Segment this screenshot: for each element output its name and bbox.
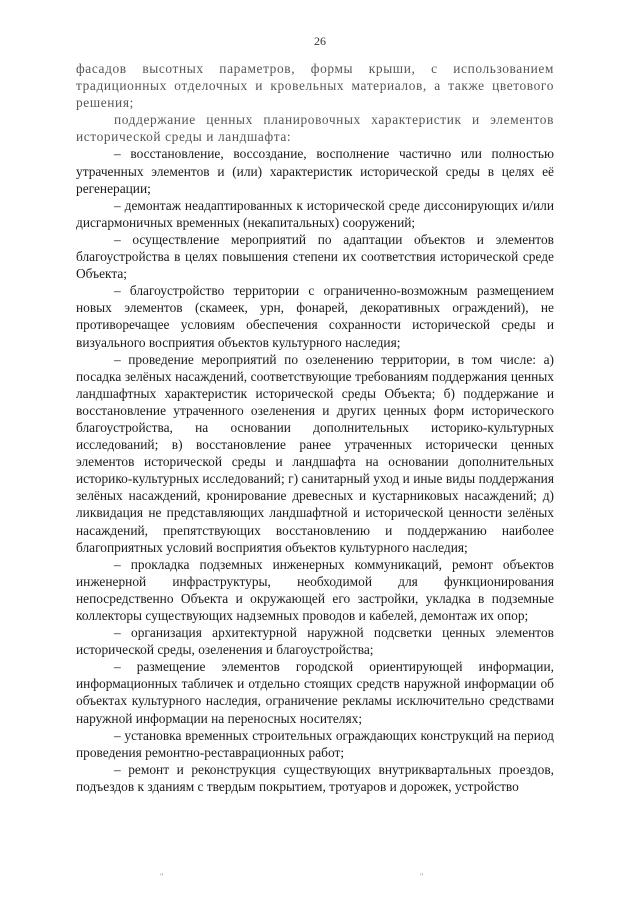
paragraph: – ремонт и реконструкция существующих внутриквартальных проездов, подъездов к зданиям с твердым покрытием, тротуаров и дорожек, устройство xyxy=(76,761,554,794)
paragraph: – проведение мероприятий по озеленению территории, в том числе: а) посадка зелёных насаждений, соответствующие требованиям поддержания ценных ландшафтных характеристик исторической среды Объекта; б) поддержание и восстановление утраченного озеленения и других ценных форм исторического благоустройства, на основании дополнительных историко-культурных исследований; в) восстановление ранее утраченных исторически ценных элементов исторической среды и ландшафта на основании дополнительных историко-культурных исследований; г) санитарный уход и иные виды поддержания зелёных насаждений, кронирование древесных и кустарниковых насаждений; д) ликвидация не представляющих ландшафтной и исторической ценности зелёных насаждений, препятствующих восстановлению и поддержанию наиболее благоприятных условий восприятия объектов культурного наследия; xyxy=(76,351,554,555)
page-number: 26 xyxy=(314,34,326,48)
scan-mark: " xyxy=(160,872,164,881)
paragraph: – организация архитектурной наружной подсветки ценных элементов исторической среды, озеленения и благоустройства; xyxy=(76,625,554,658)
document-body xyxy=(76,60,554,795)
scan-mark: " xyxy=(420,872,424,881)
paragraph: – размещение элементов городской ориентирующей информации, информационных табличек и отдельно стоящих средств наружной информации об объектах культурного наследия, ограничение рекламы исключительно средствами наружной информации на переносных носителях; xyxy=(76,659,554,726)
paragraph: – демонтаж неадаптированных к исторической среде диссонирующих и/или дисгармоничных временных (некапитальных) сооружений; xyxy=(76,197,554,230)
paragraph: – установка временных строительных ограждающих конструкций на период проведения ремонтно-реставрационных работ; xyxy=(76,727,554,760)
paragraph: – прокладка подземных инженерных коммуникаций, ремонт объектов инженерной инфраструктуры, необходимой для функционирования непосредственно Объекта и окружающей его застройки, укладка в подземные коллекторы существующих надземных проводов и кабелей, демонтаж их опор; xyxy=(76,556,554,623)
paragraph: поддержание ценных планировочных характеристик и элементов исторической среды и ландшафта: xyxy=(76,112,554,145)
paragraph: – благоустройство территории с ограниченно-возможным размещением новых элементов (скамеек, урн, фонарей, декоративных ограждений), не противоречащее условиям обеспечения сохранности исторической среды и визуального восприятия объектов культурного наследия; xyxy=(76,283,554,350)
paragraph: – восстановление, воссоздание, восполнение частично или полностью утраченных элементов и (или) характеристик исторической среды в целях её регенерации; xyxy=(76,146,554,196)
paragraph: фасадов высотных параметров, формы крыши, с использованием традиционных отделочных и кровельных материалов, а также цветового решения; xyxy=(76,61,554,111)
paragraph: – осуществление мероприятий по адаптации объектов и элементов благоустройства в целях повышения степени их соответствия исторической среде Объекта; xyxy=(76,231,554,282)
